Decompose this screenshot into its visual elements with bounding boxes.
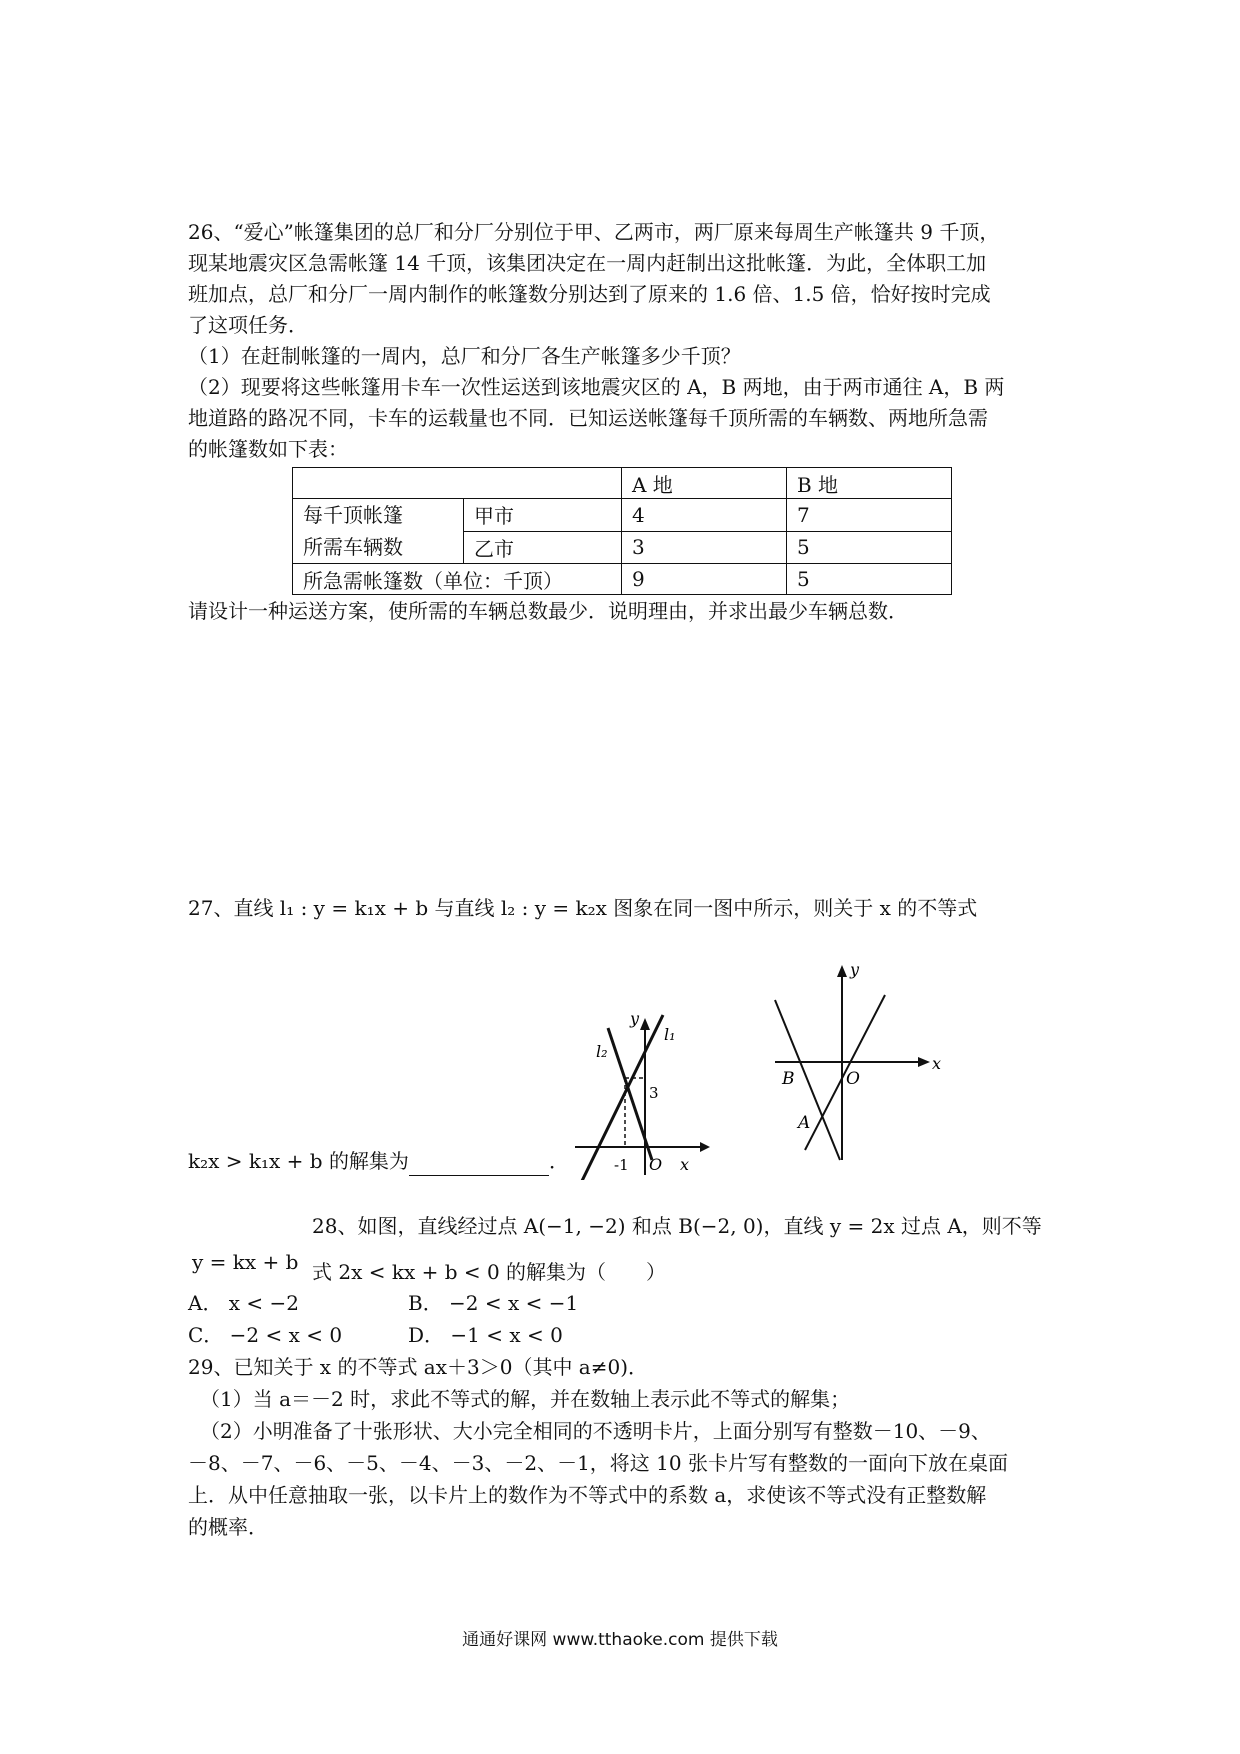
q28-stem: 28、如图，直线经过点 A(−1, −2) 和点 B(−2, 0)，直线 y = 2x 过点 A，则不等 (312, 1214, 1042, 1238)
cell-jia-b: 7 (787, 499, 952, 532)
cell-yi-b: 5 (787, 531, 952, 564)
q29-part2-line-2: －8、－7、－6、－5、－4、－3、－2、－1，将这 10 张卡片写有整数的一面向下放在桌面 (188, 1451, 1008, 1475)
q29-part2-line-4: 的概率． (188, 1515, 268, 1539)
q26-line-4: 了这项任务． (188, 313, 308, 337)
q29-part2-line-1: （2）小明准备了十张形状、大小完全相同的不透明卡片，上面分别写有整数－10、－9、 (200, 1419, 991, 1443)
q27-answer-line (188, 1146, 569, 1176)
q26-part2-line-1: （2）现要将这些帐篷用卡车一次性运送到该地震灾区的 A，B 两地，由于两市通往 A，B 两 (188, 375, 1005, 399)
cell-jia-a: 4 (622, 499, 787, 532)
cell-need-a: 9 (622, 564, 787, 595)
q27-figure-1 (570, 1010, 720, 1180)
cell-need-b: 5 (787, 564, 952, 595)
fig2-point-b: B (782, 1069, 795, 1089)
fig1-l2-label: l₂ (596, 1042, 608, 1061)
city-jia: 甲市 (464, 499, 622, 532)
fig2-x-label: x (932, 1054, 942, 1073)
fig2-point-a: A (798, 1113, 811, 1133)
fig1-origin: O (649, 1155, 663, 1174)
q26-line-2: 现某地震灾区急需帐篷 14 千顶，该集团决定在一周内赶制出这批帐篷．为此，全体职工加 (188, 251, 987, 275)
row-label-line-2: 所需车辆数 (303, 535, 403, 559)
table-row-need (293, 564, 952, 595)
q26-line-1: 26、“爱心”帐篷集团的总厂和分厂分别位于甲、乙两市，两厂原来每周生产帐篷共 9 千顶， (188, 220, 1000, 244)
q29-stem: 29、已知关于 x 的不等式 ax＋3＞0（其中 a≠0)． (188, 1355, 649, 1379)
q28-stem-2: 式 2x < kx + b < 0 的解集为（ ） (312, 1260, 667, 1284)
q28-eq-label: y = kx + b (192, 1250, 299, 1274)
q28-option-c: C． −2 < x < 0 (188, 1323, 343, 1347)
fig1-x-label: x (680, 1155, 690, 1174)
fig1-l1-label: l₁ (664, 1025, 676, 1044)
transport-table (292, 467, 952, 595)
need-label: 所急需帐篷数（单位：千顶） (293, 564, 622, 595)
q28-option-a: A． x < −2 (188, 1291, 300, 1315)
page-footer: 通通好课网 www.tthaoke.com 提供下载 (462, 1630, 778, 1650)
fig1-tick-minus-1: -1 (614, 1156, 629, 1174)
q28-option-d: D． −1 < x < 0 (408, 1323, 563, 1347)
fig1-y-label: y (630, 1010, 640, 1028)
city-yi: 乙市 (464, 531, 622, 564)
q26-part2-line-2: 地道路的路况不同，卡车的运载量也不同．已知运送帐篷每千顶所需的车辆数、两地所急需 (188, 406, 988, 430)
cell-yi-a: 3 (622, 531, 787, 564)
q27-answer-blank[interactable] (409, 1153, 549, 1176)
q28-option-b: B． −2 < x < −1 (408, 1291, 579, 1315)
fig2-origin: O (846, 1069, 860, 1089)
table-corner-cell (293, 468, 622, 499)
q28-figure (760, 960, 950, 1170)
q29-part1: （1）当 a＝－2 时，求此不等式的解，并在数轴上表示此不等式的解集； (200, 1387, 851, 1411)
table-row-jia (293, 499, 952, 532)
row-label-line-1: 每千顶帐篷 (303, 503, 403, 527)
fig2-y-label: y (850, 960, 860, 979)
table-row-label (293, 499, 464, 564)
table-header-row (293, 468, 952, 499)
q26-part1: （1）在赶制帐篷的一周内，总厂和分厂各生产帐篷多少千顶？ (188, 344, 741, 368)
q26-line-3: 班加点，总厂和分厂一周内制作的帐篷数分别达到了原来的 1.6 倍、1.5 倍，恰好按时完成 (188, 282, 991, 306)
q26-closing: 请设计一种运送方案，使所需的车辆总数最少．说明理由，并求出最少车辆总数． (188, 599, 908, 623)
table-header-b: B 地 (787, 468, 952, 499)
q27-end: ． (548, 1149, 569, 1173)
q26-part2-line-3: 的帐篷数如下表： (188, 437, 348, 461)
q29-part2-line-3: 上．从中任意抽取一张，以卡片上的数作为不等式中的系数 a，求使该不等式没有正整数解 (188, 1483, 987, 1507)
table-header-a: A 地 (622, 468, 787, 499)
q27-inequality: k₂x > k₁x + b 的解集为 (188, 1149, 409, 1173)
fig1-tick-3: 3 (649, 1084, 659, 1102)
q27-stem: 27、直线 l₁ : y = k₁x + b 与直线 l₂ : y = k₂x 图象在同一图中所示，则关于 x 的不等式 (188, 896, 978, 920)
